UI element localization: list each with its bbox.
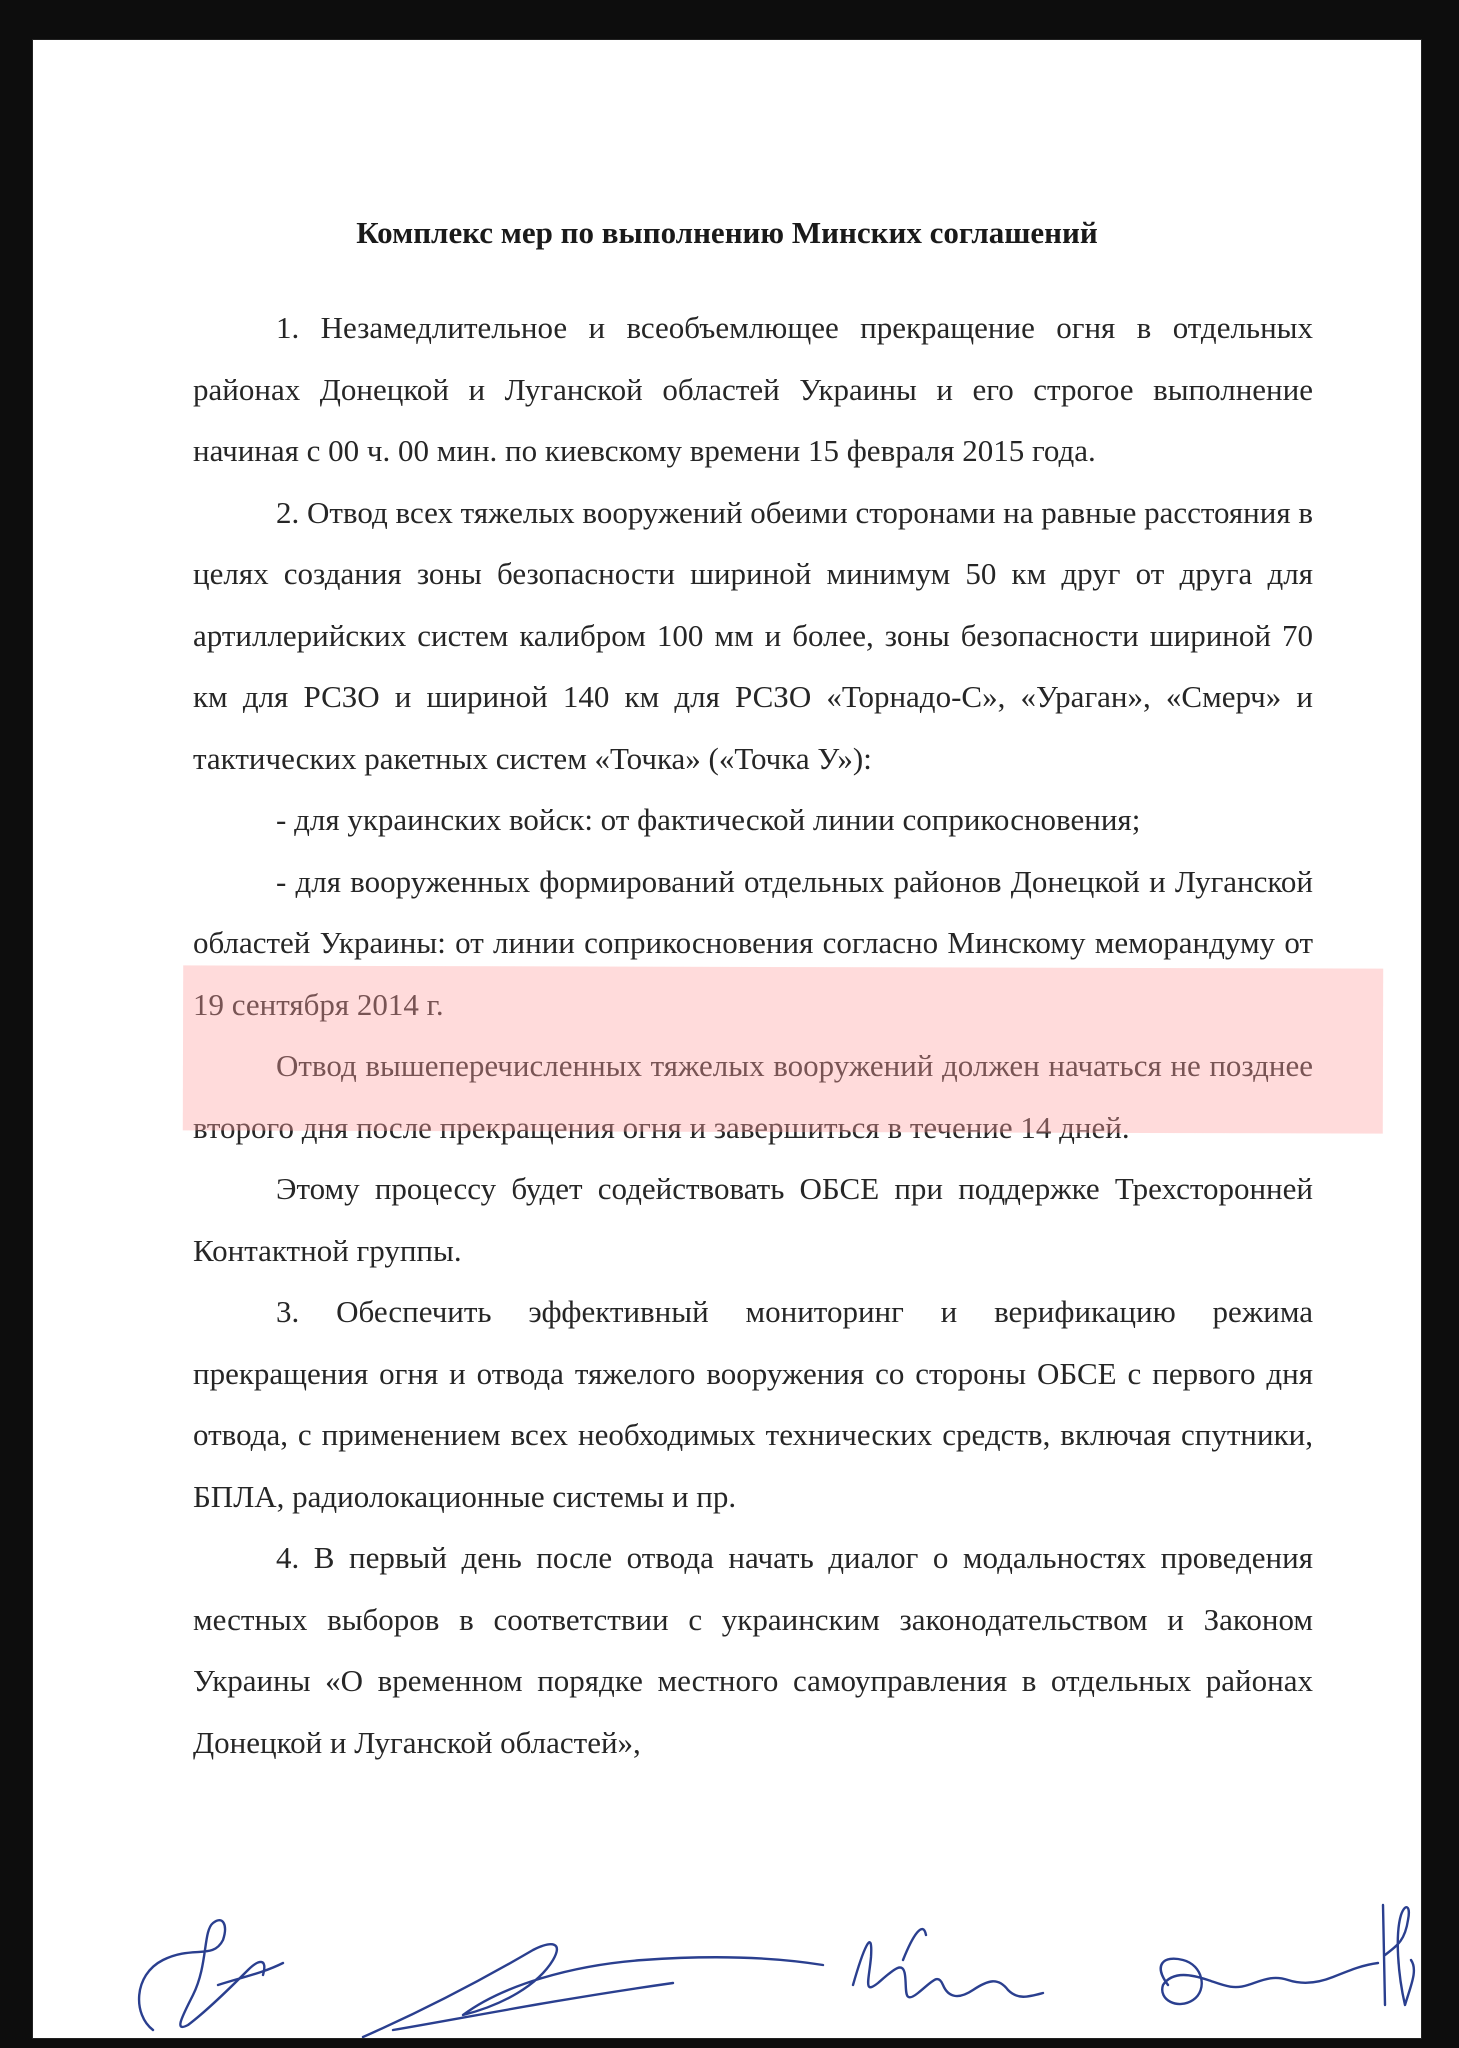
document-title: Комплекс мер по выполнению Минских соглашений (356, 215, 1098, 250)
signature-1 (139, 1920, 264, 2030)
signatures (33, 1865, 1421, 2038)
paragraph-6: Этому процессу будет содействовать ОБСЕ при поддержке Трехсторонней Контактной группы. (193, 1171, 1313, 1268)
paragraph-5: Отвод вышеперечисленных тяжелых вооружений должен начаться не позднее второго дня после прекращения огня и завершиться в течение 14 дней. (193, 1048, 1313, 1145)
signature-3-stroke (903, 1929, 926, 1960)
signature-4 (1161, 1959, 1378, 2004)
signature-2 (363, 1944, 823, 2037)
signature-2-tail (393, 1983, 673, 2030)
paragraph-4-highlighted: - для вооруженных формирований отдельных районов Донецкой и Луганской областей Украины: от линии соприкосновения согласно Минскому меморандуму от 19 сентября 2014 г. (193, 863, 1313, 1022)
paragraph-3: - для украинских войск: от фактической линии соприкосновения; (276, 802, 1141, 837)
document-body (193, 297, 1313, 1773)
signature-3 (853, 1942, 1043, 1997)
paragraph-8: 4. В первый день после отвода начать диалог о модальностях проведения местных выборов в соответствии с украинским законодательством и Законом Украины «О временном порядке местного самоуправления в отдельных районах Донецкой и Луганской областей», (193, 1540, 1313, 1760)
signature-5-initials (1383, 1905, 1414, 2005)
paragraph-2: 2. Отвод всех тяжелых вооружений обеими сторонами на равные расстояния в целях создания зоны безопасности шириной минимум 50 км друг от друга для артиллерийских систем калибром 100 мм и более, зоны безопасности шириной 70 км для РСЗО и шириной 140 км для РСЗО «Торнадо-С», «Ураган», «Смерч» и тактических ракетных систем «Точка» («Точка У»): (193, 494, 1314, 776)
signature-1-tail (218, 1963, 283, 1985)
paragraph-7: 3. Обеспечить эффективный мониторинг и верификацию режима прекращения огня и отвода тяжелого вооружения со стороны ОБСЕ с первого дня отвода, с применением всех необходимых технических средств, включая спутники, БПЛА, радиолокационные системы и пр. (193, 1294, 1313, 1514)
document-page (33, 40, 1421, 2038)
paragraph-1: 1. Незамедлительное и всеобъемлющее прекращение огня в отдельных районах Донецкой и Луганской областей Украины и его строгое выполнение начиная с 00 ч. 00 мин. по киевскому времени 15 февраля 2015 года. (193, 310, 1313, 468)
